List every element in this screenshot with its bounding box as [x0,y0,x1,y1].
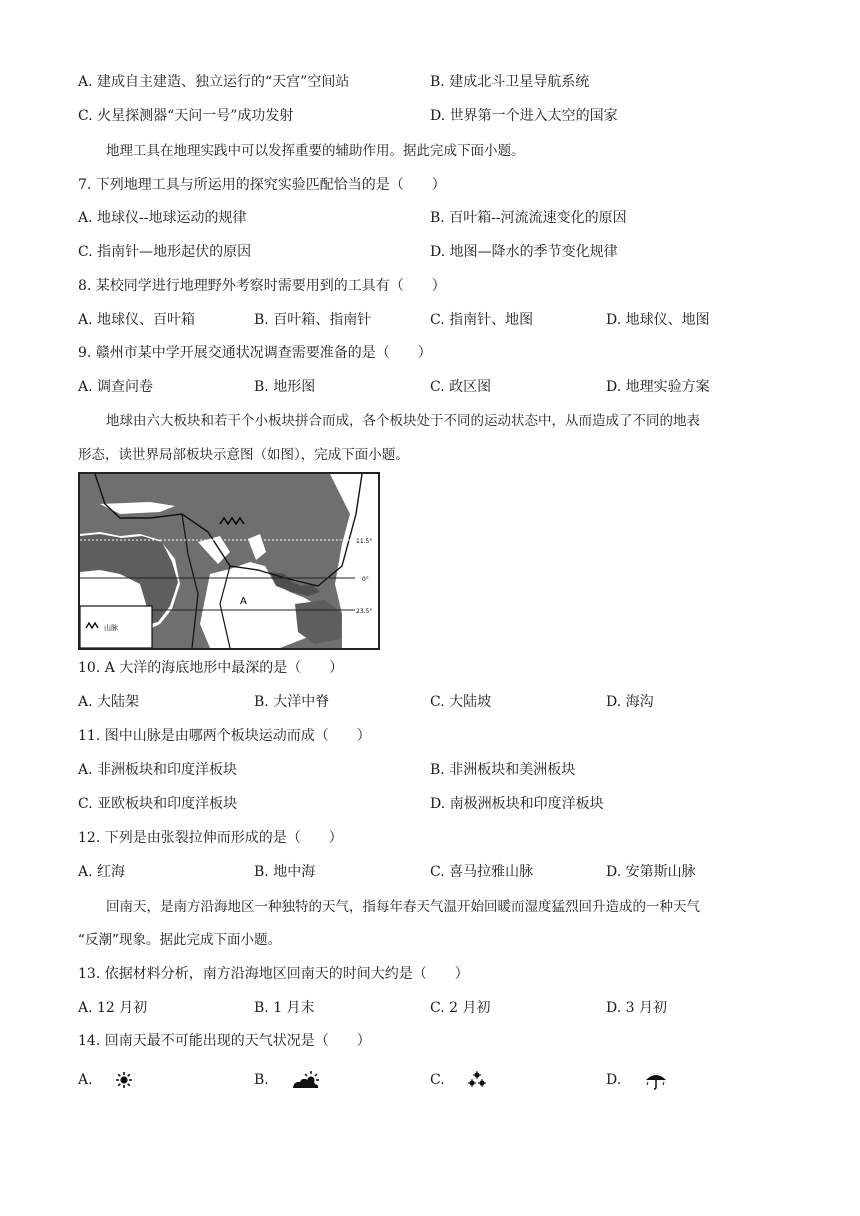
q10-option-a: A. 大陆架 [78,694,140,710]
q11-option-d: D. 南极洲板块和印度洋板块 [430,796,604,812]
q8-option-c: C. 指南针、地图 [430,312,534,328]
lat-label-mid: 0° [362,576,369,583]
mediterranean [100,502,175,514]
plate-boundary [182,514,198,648]
q8-stem: 8. 某校同学进行地理野外考察时需要用到的工具有（ ） [78,278,446,294]
intro-tools: 地理工具在地理实践中可以发挥重要的辅助作用。据此完成下面小题。 [106,143,525,159]
q12-option-d: D. 安第斯山脉 [606,864,696,880]
q13-option-c: C. 2 月初 [430,1000,491,1016]
q13-option-a: A. 12 月初 [78,1000,148,1016]
q11-option-b: B. 非洲板块和美洲板块 [430,762,576,778]
mountain-mark [220,518,244,524]
intro-plates-line2: 形态，读世界局部板块示意图（如图），完成下面小题。 [78,447,409,463]
q14-option-d [606,1070,668,1090]
q14-stem: 14. 回南天最不可能出现的天气状况是（ ） [78,1033,371,1049]
q14-option-d-label: D. [606,1072,622,1088]
q9-option-d: D. 地理实验方案 [606,379,710,395]
q14-option-a-label: A. [78,1072,93,1088]
q12-option-a: A. 红海 [78,864,126,880]
plate-label-a: A [240,596,247,607]
q9-option-c: C. 政区图 [430,379,492,395]
q9-option-b: B. 地形图 [254,379,316,395]
lat-label-top: 11.5° [356,538,373,545]
legend-text: 山脉 [104,624,118,632]
q7-option-d: D. 地图—降水的季节变化规律 [430,244,618,260]
q7-stem: 7. 下列地理工具与所运用的探究实验匹配恰当的是（ ） [78,177,446,193]
q10-option-d: D. 海沟 [606,694,654,710]
sun-icon [115,1071,133,1089]
plate-map-figure [78,472,380,650]
q14-option-a [78,1070,133,1090]
q10-option-b: B. 大洋中脊 [254,694,330,710]
q14-option-c [430,1070,487,1090]
q14-option-b [254,1070,321,1090]
sun-behind-cloud-icon [291,1070,321,1090]
q8-option-d: D. 地球仪、地图 [606,312,710,328]
q10-option-c: C. 大陆坡 [430,694,492,710]
intro-plates-line1: 地球由六大板块和若干个小板块拼合而成，各个板块处于不同的运动状态中，从而造成了不同的地表 [106,413,700,429]
q13-option-d: D. 3 月初 [606,1000,667,1016]
q11-option-c: C. 亚欧板块和印度洋板块 [78,796,238,812]
lat-label-bottom: 23.5° [356,608,373,615]
umbrella-rain-icon [644,1070,668,1090]
q6-option-b: B. 建成北斗卫星导航系统 [430,74,590,90]
q9-stem: 9. 赣州市某中学开展交通状况调查需要准备的是（ ） [78,345,432,361]
q8-option-b: B. 百叶箱、指南针 [254,312,372,328]
q6-option-a: A. 建成自主建造、独立运行的“天宫”空间站 [78,74,350,90]
q7-option-a: A. 地球仪--地球运动的规律 [78,210,247,226]
q11-option-a: A. 非洲板块和印度洋板块 [78,762,238,778]
q9-option-a: A. 调查问卷 [78,379,154,395]
q12-option-b: B. 地中海 [254,864,316,880]
q14-option-c-label: C. [430,1072,445,1088]
q6-option-d: D. 世界第一个进入太空的国家 [430,108,618,124]
q6-option-c: C. 火星探测器“天问一号”成功发射 [78,108,294,124]
q12-option-c: C. 喜马拉雅山脉 [430,864,534,880]
intro-weather-line1: 回南天，是南方沿海地区一种独特的天气，指每年春天气温开始回暖而湿度猛烈回升造成的一种天气 [106,899,700,915]
q7-option-c: C. 指南针—地形起伏的原因 [78,244,252,260]
q7-option-b: B. 百叶箱--河流流速变化的原因 [430,210,627,226]
q10-stem: 10. A 大洋的海底地形中最深的是（ ） [78,660,344,676]
q13-option-b: B. 1 月末 [254,1000,315,1016]
q11-stem: 11. 图中山脉是由哪两个板块运动而成（ ） [78,728,371,744]
intro-weather-line2: “反潮”现象。据此完成下面小题。 [78,932,281,948]
q13-stem: 13. 依据材料分析，南方沿海地区回南天的时间大约是（ ） [78,966,469,982]
snow-icon [467,1071,487,1089]
q12-stem: 12. 下列是由张裂拉伸而形成的是（ ） [78,830,343,846]
q14-option-b-label: B. [254,1072,269,1088]
q8-option-a: A. 地球仪、百叶箱 [78,312,196,328]
bay [248,534,266,560]
